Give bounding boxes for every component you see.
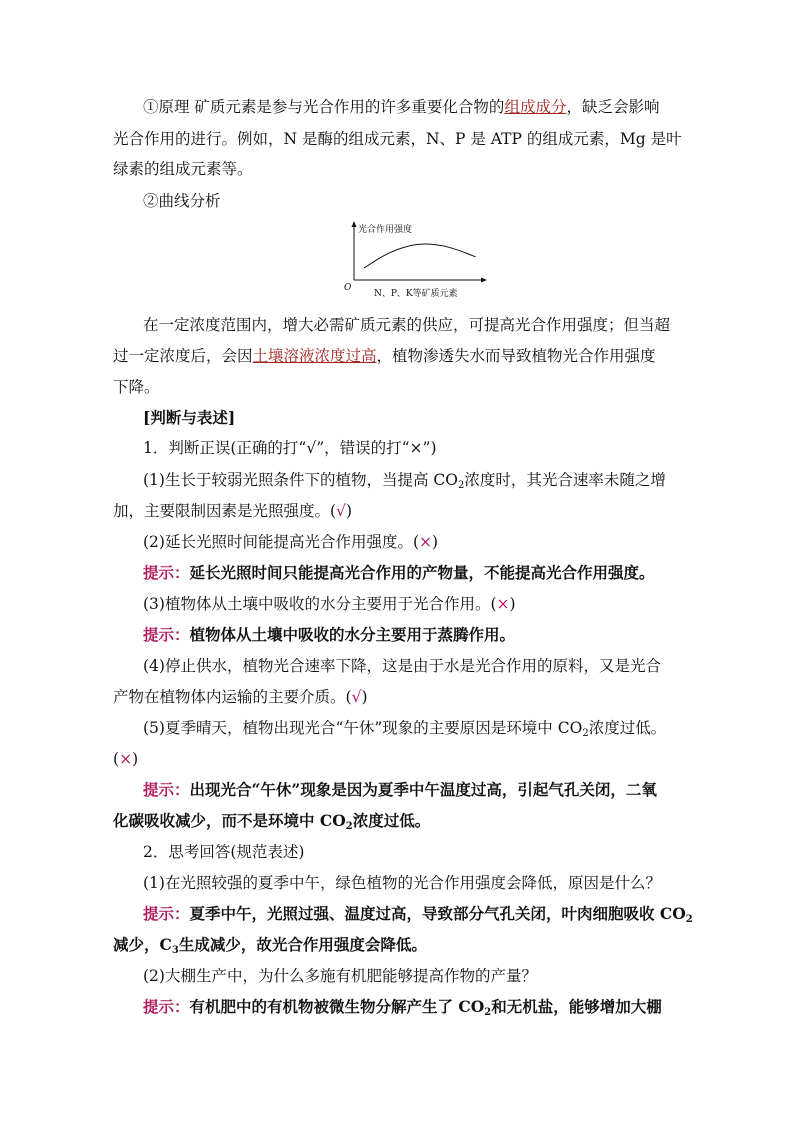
- analysis-line-2: 过一定浓度后，会因土壤溶液浓度过高，植物渗透失水而导致植物光合作用强度: [113, 347, 656, 365]
- q2-hint2: 提示：有机肥中的有机物被微生物分解产生了 $CO_2$和无机盐，能够增加大棚: [143, 997, 662, 1018]
- hint-label: 提示：: [143, 563, 190, 582]
- hint-5-line1: 提示：出现光合“午休”现象是因为夏季中午温度过高，引起气孔关闭，二氧: [143, 780, 657, 799]
- q1-item5-line1: (5)夏季晴天，植物出现光合“午休”现象的主要原因是环境中 $CO_2$浓度过低。: [143, 719, 667, 739]
- q2-hint1-line2: 减少，$C_3$生成减少，故光合作用强度会降低。: [113, 935, 427, 956]
- hint-label: 提示：: [143, 997, 190, 1016]
- curve-heading: ②曲线分析: [143, 192, 221, 210]
- answer-mark: √: [336, 502, 346, 520]
- x-axis-arrow: [481, 278, 487, 283]
- hint-label: 提示：: [143, 780, 190, 799]
- answer-mark: √: [351, 688, 362, 706]
- hint-label: 提示：: [143, 904, 190, 923]
- principle-line-1: ①原理 矿质元素是参与光合作用的许多重要化合物的组成成分，缺乏会影响: [143, 98, 660, 116]
- principle-line-2: 光合作用的进行。例如，N 是酶的组成元素，N、P 是 ATP 的组成元素，Mg 是叶: [113, 130, 682, 148]
- analysis-line-3: 下降。: [113, 378, 160, 396]
- answer-mark: ×: [419, 533, 433, 551]
- q1-item4-line1: (4)停止供水，植物光合速率下降，这是由于水是光合作用的原料，又是光合: [143, 657, 661, 675]
- origin-label: O: [344, 283, 352, 293]
- y-axis-arrow: [352, 221, 357, 227]
- hint-3: 提示：植物体从土壤中吸收的水分主要用于蒸腾作用。: [143, 625, 516, 644]
- hint-label: 提示：: [143, 625, 190, 644]
- section-title: [判断与表述]: [143, 408, 236, 427]
- answer-mark: ×: [496, 595, 510, 613]
- hint-2: 提示：延长光照时间只能提高光合作用的产物量，不能提高光合作用强度。: [143, 563, 655, 582]
- q2-hint1-line1: 提示：夏季中午，光照过强、温度过高，导致部分气孔关闭，叶肉细胞吸收 $CO_2$: [143, 904, 693, 925]
- q1-item2: (2)延长光照时间能提高光合作用强度。(×): [143, 533, 439, 551]
- y-axis-label: 光合作用强度: [358, 225, 413, 235]
- analysis-line-1: 在一定浓度范围内，增大必需矿质元素的供应，可提高光合作用强度；但当超: [143, 316, 671, 334]
- principle-line-3: 绿素的组成元素等。: [113, 160, 253, 178]
- q1-item1-line2: 加，主要限制因素是光照强度。(√): [113, 502, 353, 520]
- q1-item5-line2: (×): [113, 750, 139, 768]
- hint-5-line2: 化碳吸收减少，而不是环境中 $CO_2$浓度过低。: [113, 811, 431, 832]
- q2-title: 2．思考回答(规范表述): [143, 843, 305, 861]
- q1-title: 1．判断正误(正确的打“√”，错误的打“×”): [143, 439, 437, 457]
- series-curve: [364, 244, 476, 268]
- q1-item3: (3)植物体从土壤中吸收的水分主要用于光合作用。(×): [143, 595, 516, 613]
- answer-mark: ×: [119, 750, 133, 768]
- underlined-term: 组成成分: [504, 98, 567, 116]
- q2-question1: (1)在光照较强的夏季中午，绿色植物的光合作用强度会降低，原因是什么？: [143, 874, 661, 892]
- q1-item4-line2: 产物在植物体内运输的主要介质。(√): [113, 688, 368, 706]
- mineral-photosynthesis-chart: [340, 218, 490, 304]
- underlined-term: 土壤溶液浓度过高: [252, 347, 377, 365]
- q1-item1-line1: (1)生长于较弱光照条件下的植物，当提高 $CO_2$浓度时，其光合速率未随之增: [143, 471, 666, 491]
- x-axis-label: N、P、K等矿质元素: [374, 289, 458, 299]
- q2-question2: (2)大棚生产中，为什么多施有机肥能够提高作物的产量？: [143, 967, 537, 985]
